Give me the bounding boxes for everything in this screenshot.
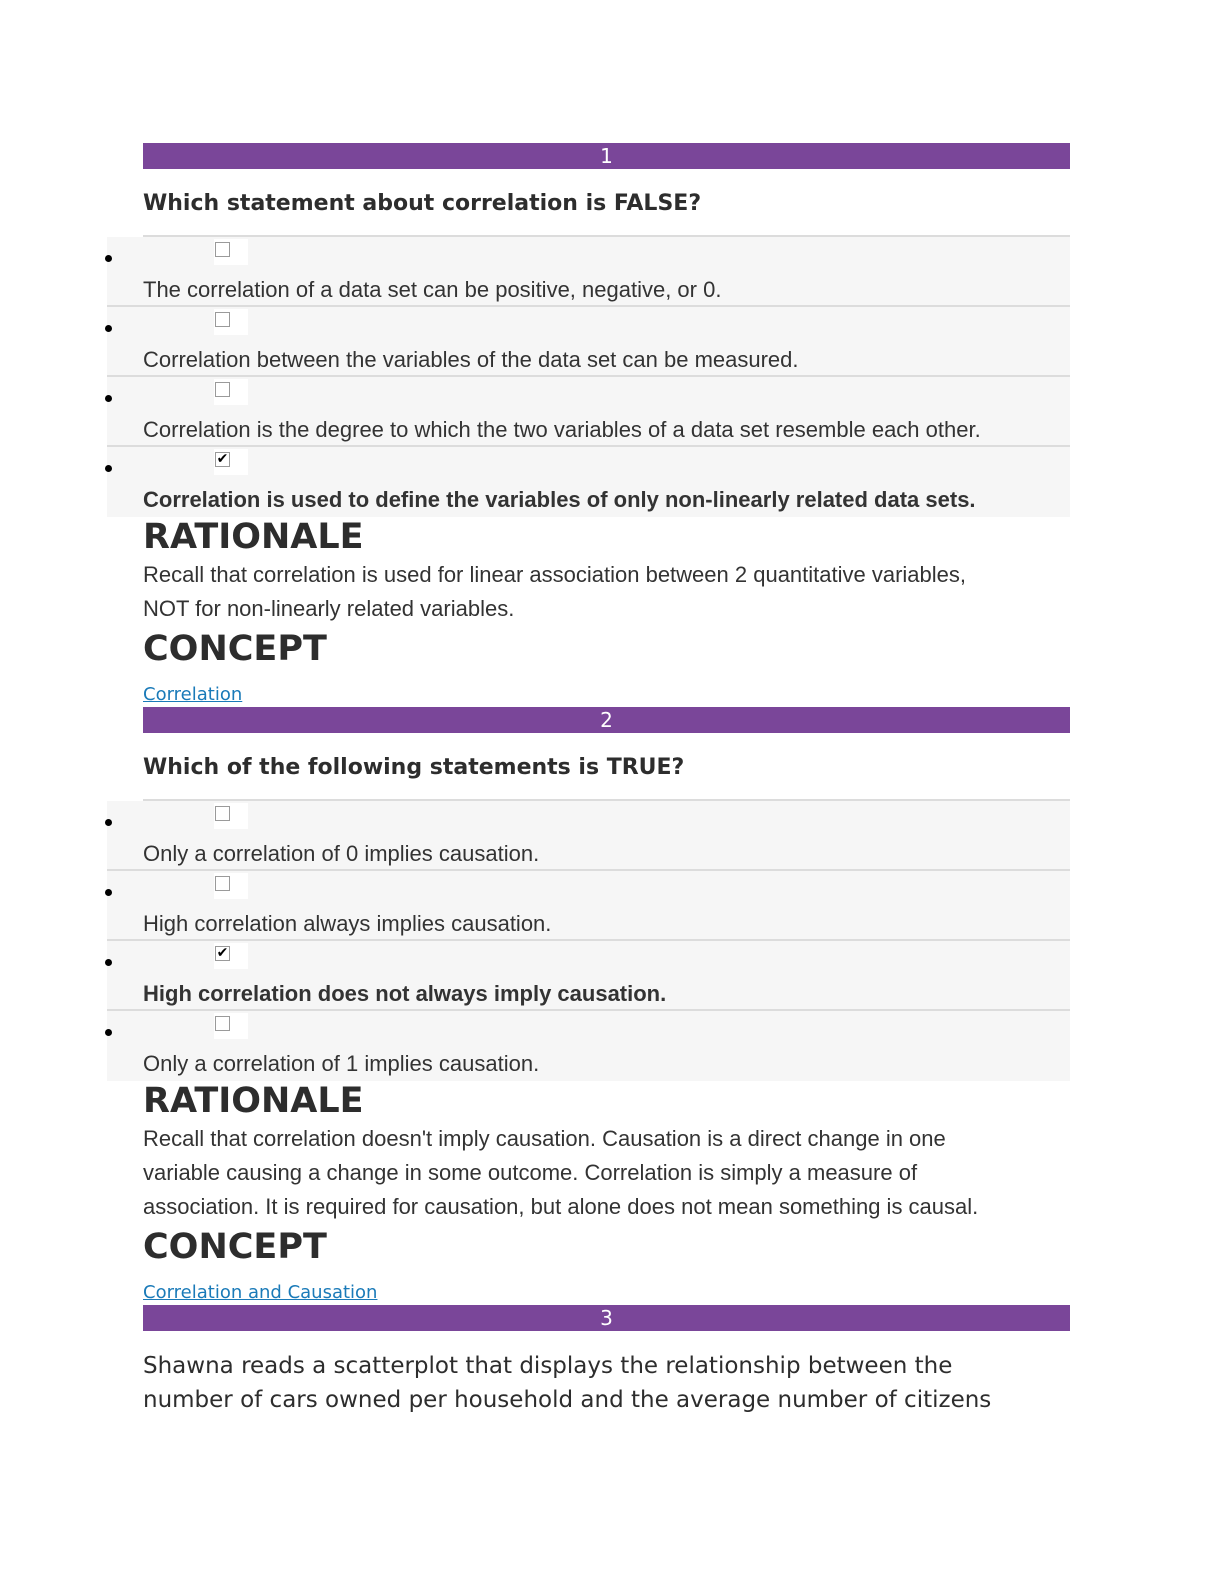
answer-option-selected[interactable] bbox=[107, 941, 1070, 1011]
bullet-icon bbox=[105, 959, 112, 966]
answer-option[interactable] bbox=[107, 1011, 1070, 1081]
question-number-bar: 3 bbox=[143, 1305, 1070, 1331]
answer-text: Correlation between the variables of the data set can be measured. bbox=[143, 347, 799, 372]
answer-list bbox=[107, 237, 1070, 517]
checkbox-container bbox=[214, 379, 248, 405]
checkbox-icon[interactable] bbox=[215, 876, 230, 891]
rationale-heading: RATIONALE bbox=[143, 517, 364, 557]
checkbox-container bbox=[214, 309, 248, 335]
rationale-line: NOT for non-linearly related variables. bbox=[143, 596, 515, 621]
checkbox-container bbox=[214, 1013, 248, 1039]
concept-heading: CONCEPT bbox=[143, 629, 327, 669]
answer-option[interactable] bbox=[107, 307, 1070, 377]
answer-option[interactable] bbox=[107, 377, 1070, 447]
bullet-icon bbox=[105, 1029, 112, 1036]
checkbox-icon[interactable] bbox=[215, 806, 230, 821]
rationale-line: Recall that correlation is used for linear association between 2 quantitative variables, bbox=[143, 562, 967, 587]
answer-text: Only a correlation of 1 implies causation. bbox=[143, 1051, 540, 1076]
question-prompt bbox=[143, 1331, 1070, 1417]
answer-text: High correlation always implies causation. bbox=[143, 911, 552, 936]
rationale-text bbox=[143, 1122, 1070, 1224]
rationale-text bbox=[143, 558, 1070, 626]
concept-link[interactable]: Correlation and Causation bbox=[143, 1282, 378, 1303]
bullet-icon bbox=[105, 819, 112, 826]
question-prompt-line: Shawna reads a scatterplot that displays the relationship between the bbox=[143, 1353, 953, 1379]
answer-text-correct: Correlation is used to define the variables of only non-linearly related data sets. bbox=[143, 487, 976, 512]
answer-option[interactable] bbox=[107, 237, 1070, 307]
checkbox-icon[interactable] bbox=[215, 312, 230, 327]
answer-option[interactable] bbox=[107, 871, 1070, 941]
checkbox-icon[interactable] bbox=[215, 382, 230, 397]
concept-link[interactable]: Correlation bbox=[143, 684, 243, 705]
answer-option-selected[interactable] bbox=[107, 447, 1070, 517]
rationale-line: variable causing a change in some outcome. Correlation is simply a measure of bbox=[143, 1160, 918, 1185]
bullet-icon bbox=[105, 889, 112, 896]
checkbox-container bbox=[214, 449, 248, 475]
question-number-bar: 1 bbox=[143, 143, 1070, 169]
question-number-bar: 2 bbox=[143, 707, 1070, 733]
bullet-icon bbox=[105, 465, 112, 472]
concept-heading: CONCEPT bbox=[143, 1227, 327, 1267]
checkbox-container bbox=[214, 239, 248, 265]
bullet-icon bbox=[105, 255, 112, 262]
checkbox-icon[interactable] bbox=[215, 1016, 230, 1031]
answer-text: Only a correlation of 0 implies causation. bbox=[143, 841, 540, 866]
bullet-icon bbox=[105, 395, 112, 402]
checkbox-container bbox=[214, 873, 248, 899]
question-prompt: Which of the following statements is TRUE? bbox=[143, 733, 1070, 801]
answer-option[interactable] bbox=[107, 801, 1070, 871]
checked-checkbox-icon[interactable]: ✔ bbox=[216, 451, 229, 467]
rationale-line: association. It is required for causation, but alone does not mean something is causal. bbox=[143, 1194, 979, 1219]
checkbox-container bbox=[214, 803, 248, 829]
answer-text-correct: High correlation does not always imply causation. bbox=[143, 981, 667, 1006]
answer-list bbox=[107, 801, 1070, 1081]
answer-text: The correlation of a data set can be positive, negative, or 0. bbox=[143, 277, 722, 302]
question-prompt: Which statement about correlation is FALSE? bbox=[143, 169, 1070, 237]
checkbox-icon[interactable] bbox=[215, 242, 230, 257]
checkbox-container bbox=[214, 943, 248, 969]
checked-checkbox-icon[interactable]: ✔ bbox=[216, 945, 229, 961]
question-prompt-line: number of cars owned per household and the average number of citizens bbox=[143, 1387, 992, 1413]
quiz-content bbox=[143, 143, 1070, 1417]
answer-text: Correlation is the degree to which the two variables of a data set resemble each other. bbox=[143, 417, 981, 442]
bullet-icon bbox=[105, 325, 112, 332]
rationale-line: Recall that correlation doesn't imply causation. Causation is a direct change in one bbox=[143, 1126, 946, 1151]
rationale-heading: RATIONALE bbox=[143, 1081, 364, 1121]
